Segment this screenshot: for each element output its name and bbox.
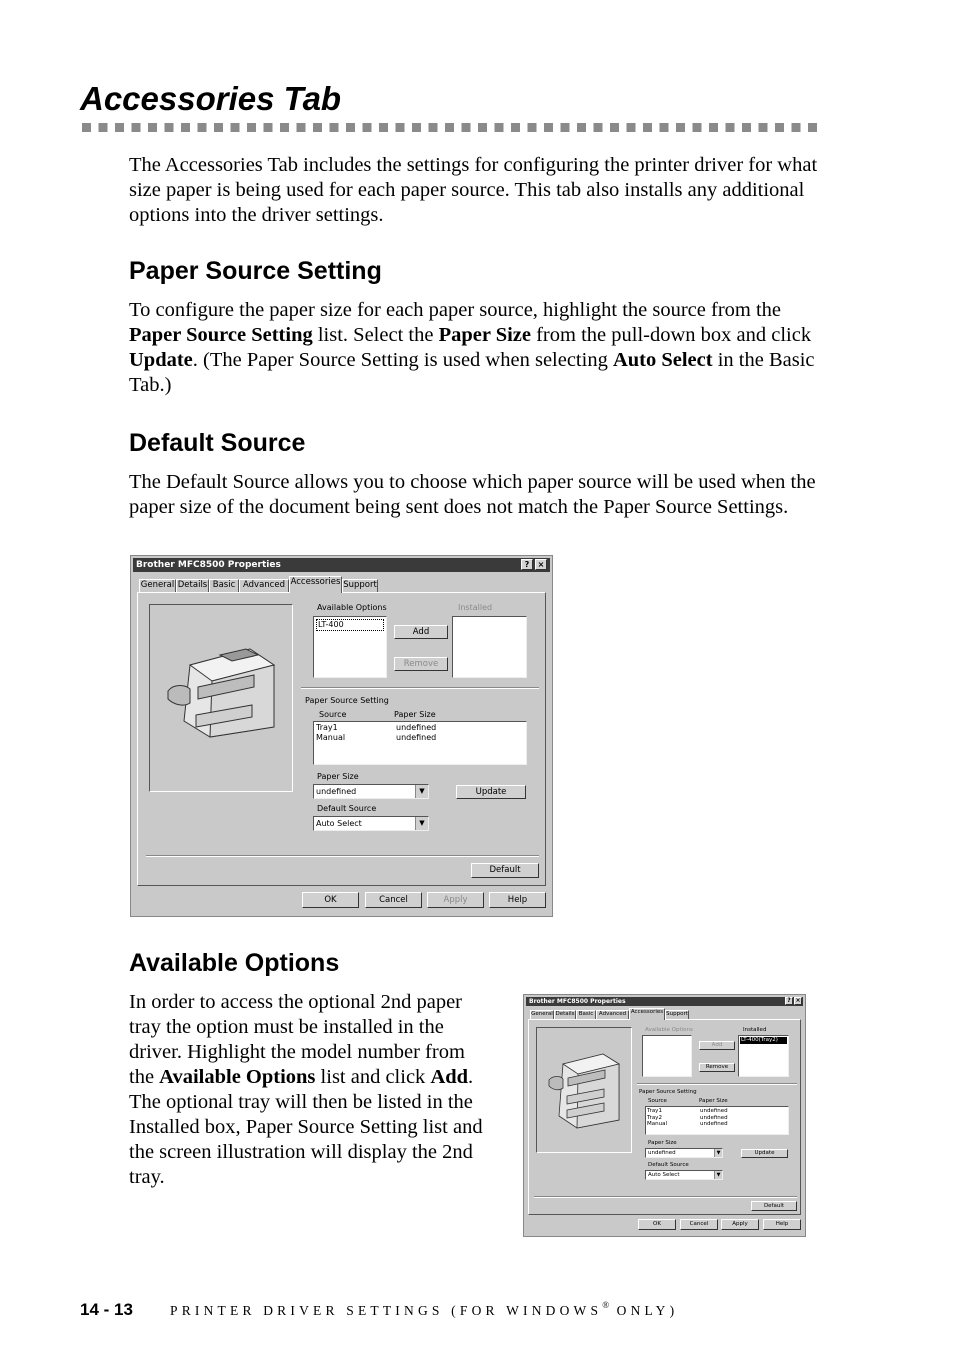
help-icon[interactable]: ? [785, 997, 793, 1005]
accessories-panel [528, 1019, 801, 1215]
default-source-label: Default Source [317, 804, 377, 813]
installed-label: Installed [458, 603, 493, 612]
table-row[interactable] [316, 723, 524, 733]
dialog-title: Brother MFC8500 Properties [529, 998, 626, 1005]
source-cell: Manual [647, 1121, 667, 1127]
default-button[interactable]: Default [471, 863, 539, 878]
source-cell: Tray1 [647, 1108, 662, 1114]
tab-general[interactable]: General [531, 1011, 553, 1017]
paper-size-select[interactable] [313, 784, 429, 799]
source-cell: Manual [316, 733, 346, 742]
table-row[interactable] [316, 733, 524, 743]
tab-support[interactable]: Support [666, 1011, 688, 1017]
separator [637, 1083, 797, 1085]
paper-source-list[interactable] [313, 721, 527, 765]
apply-button[interactable]: Apply [721, 1219, 759, 1230]
dialog-titlebar [526, 997, 803, 1006]
registered-mark: ® [602, 1300, 610, 1310]
available-options-heading: Available Options [129, 949, 340, 977]
default-source-heading: Default Source [129, 429, 306, 457]
chevron-down-icon[interactable]: ▼ [714, 1149, 722, 1157]
paper-source-paragraph: To configure the paper size for each paper source, highlight the source from the Paper Source Setting list. Select the Paper Size from the pull-down box and click Update. (The Paper Source Setting is used when selecting Auto Select in the Basic Tab.) [129, 299, 815, 396]
default-source-select[interactable] [645, 1170, 723, 1180]
paper-source-list[interactable] [645, 1106, 789, 1135]
paper-size-value: undefined [648, 1150, 676, 1156]
help-button[interactable]: Help [489, 892, 546, 908]
close-icon[interactable]: × [535, 559, 547, 570]
list-item[interactable]: LT-400 [316, 619, 384, 631]
tab-details[interactable]: Details [177, 580, 208, 590]
update-button[interactable]: Update [741, 1149, 788, 1158]
default-source-select[interactable] [313, 816, 429, 831]
printer-illustration-box [536, 1027, 632, 1153]
remove-button[interactable]: Remove [394, 657, 448, 671]
help-icon[interactable]: ? [521, 559, 533, 570]
footer-title: PRINTER DRIVER SETTINGS (FOR WINDOWS [170, 1303, 603, 1318]
paper-size-label: Paper Size [648, 1140, 677, 1146]
footer-title-end: ONLY) [609, 1303, 679, 1318]
default-source-label: Default Source [648, 1162, 689, 1168]
size-cell: undefined [396, 723, 437, 732]
chevron-down-icon[interactable]: ▼ [415, 785, 428, 798]
default-button[interactable]: Default [751, 1201, 797, 1211]
default-source-value: Auto Select [648, 1172, 680, 1178]
ok-button[interactable]: OK [638, 1219, 676, 1230]
apply-button[interactable]: Apply [427, 892, 484, 908]
page-title: Accessories Tab [80, 80, 342, 117]
paper-size-column-header: Paper Size [394, 710, 436, 719]
default-source-paragraph: The Default Source allows you to choose which paper source will be used when the paper size of the document being sent does not match the Paper Source Settings. [129, 471, 816, 518]
source-cell: Tray1 [316, 723, 338, 732]
tab-advanced[interactable]: Advanced [596, 1010, 629, 1019]
accessories-panel [137, 592, 546, 886]
tab-general[interactable]: General [140, 580, 175, 590]
remove-button[interactable]: Remove [699, 1063, 735, 1072]
separator [301, 687, 539, 689]
paper-source-heading: Paper Source Setting [129, 257, 382, 285]
chevron-down-icon[interactable]: ▼ [415, 817, 428, 830]
list-item[interactable]: LT-400(Tray2) [740, 1037, 787, 1044]
separator [534, 1196, 797, 1198]
printer-image [150, 605, 292, 791]
size-cell: undefined [700, 1108, 728, 1114]
tab-accessories[interactable]: Accessories [629, 1008, 665, 1020]
available-options-list[interactable] [313, 616, 387, 678]
size-cell: undefined [396, 733, 437, 742]
update-button[interactable]: Update [456, 785, 526, 799]
paper-size-label: Paper Size [317, 772, 359, 781]
available-options-label: Available Options [645, 1027, 693, 1033]
default-source-value: Auto Select [316, 819, 362, 828]
paper-source-setting-label: Paper Source Setting [305, 696, 389, 705]
tab-details[interactable]: Details [555, 1011, 575, 1017]
table-row[interactable] [647, 1121, 787, 1128]
paper-size-value: undefined [316, 787, 357, 796]
available-options-paragraph: In order to access the optional 2nd paper tray the option must be installed in the driver. Highlight the model number from the Available Options list and click Add. The optional tray will then be listed in the Installed box, Paper Source Setting list and the screen illustration will display the 2nd tray. [129, 991, 483, 1188]
title-dotted-rule [82, 123, 822, 132]
running-footer [170, 1300, 679, 1319]
chevron-down-icon[interactable]: ▼ [714, 1171, 722, 1179]
installed-list[interactable] [452, 616, 527, 678]
available-options-label: Available Options [317, 603, 387, 612]
dialog-titlebar [133, 558, 550, 572]
tab-basic[interactable]: Basic [209, 579, 239, 592]
properties-dialog-screenshot [130, 555, 553, 917]
printer-illustration-box [149, 604, 293, 792]
intro-paragraph: The Accessories Tab includes the settings for configuring the printer driver for what size paper is being used for each paper source. This tab also installs any additional options into the driver settings. [129, 154, 818, 226]
paper-size-column-header: Paper Size [699, 1098, 728, 1104]
add-button[interactable]: Add [699, 1041, 735, 1050]
separator [146, 855, 539, 857]
available-options-list[interactable] [642, 1035, 692, 1077]
page-number: 14 - 13 [80, 1300, 133, 1319]
cancel-button[interactable]: Cancel [680, 1219, 718, 1230]
paper-source-setting-label: Paper Source Setting [639, 1089, 697, 1095]
installed-label: Installed [743, 1027, 767, 1033]
cancel-button[interactable]: Cancel [365, 892, 422, 908]
installed-list[interactable] [738, 1035, 789, 1077]
tab-advanced[interactable]: Advanced [239, 579, 289, 592]
paper-size-select[interactable] [645, 1148, 723, 1158]
source-column-header: Source [319, 710, 347, 719]
tab-accessories[interactable]: Accessories [289, 576, 342, 593]
source-cell: Tray2 [647, 1114, 662, 1121]
ok-button[interactable]: OK [302, 892, 359, 908]
close-icon[interactable]: × [795, 997, 801, 1004]
add-button[interactable]: Add [394, 625, 448, 639]
dialog-title: Brother MFC8500 Properties [136, 560, 281, 570]
properties-dialog-screenshot-2 [523, 994, 806, 1237]
size-cell: undefined [700, 1114, 728, 1121]
source-column-header: Source [648, 1098, 667, 1104]
tab-basic[interactable]: Basic [576, 1010, 596, 1019]
help-button[interactable]: Help [763, 1219, 801, 1230]
size-cell: undefined [700, 1121, 728, 1127]
tab-support[interactable]: Support [343, 580, 377, 590]
printer-image [537, 1028, 631, 1152]
